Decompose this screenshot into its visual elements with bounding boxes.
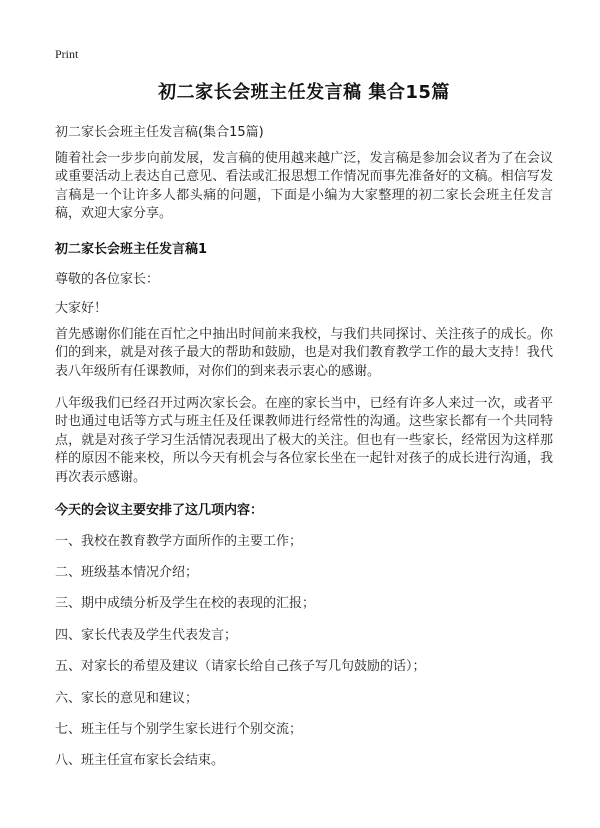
intro-paragraph: 随着社会一步步向前发展，发言稿的使用越来越广泛，发言稿是参加会议者为了在会议或重要活动上表达自己意见、看法或汇报思想工作情况而事先准备好的文稿。相信写发言稿是一个让许多人都头痛的问题，下面是小编为大家整理的初二家长会班主任发言稿，欢迎大家分享。 [55,151,553,222]
agenda-item: 二、班级基本情况介绍； [55,565,199,580]
agenda-item: 一、我校在教育教学方面所作的主要工作； [55,534,303,549]
body-paragraph: 八年级我们已经召开过两次家长会。在座的家长当中，已经有许多人来过一次，或者平时也通过电话等方式与班主任及任课教师进行经常性的沟通。这些家长都有一个共同特点，就是对孩子学习生活情况表现出了极大的关注。但也有一些家长，经常因为这样那样的原因不能来校，所以今天有机会与各位家长坐在一起针对孩子的成长进行沟通，我再次表示感谢。 [55,396,553,485]
print-label[interactable]: Print [55,47,79,61]
section-heading: 初二家长会班主任发言稿1 [55,242,208,257]
greeting-line: 大家好！ [55,301,108,316]
greeting-line: 尊敬的各位家长： [55,272,160,287]
agenda-item: 六、家长的意见和建议； [55,691,199,706]
agenda-item: 四、家长代表及学生代表发言； [55,628,238,643]
agenda-item: 七、班主任与个别学生家长进行个别交流； [55,722,303,737]
body-paragraph: 首先感谢你们能在百忙之中抽出时间前来我校，与我们共同探讨、关注孩子的成长。你们的到来，就是对孩子最大的帮助和鼓励，也是对我们教育教学工作的最大支持！我代表八年级所有任课教师，对你们的到来表示衷心的感谢。 [55,327,553,379]
agenda-item: 五、对家长的希望及建议（请家长给自己孩子写几句鼓励的话）； [55,659,426,674]
page-title: 初二家长会班主任发言稿 集合15篇 [158,82,450,103]
agenda-item: 八、班主任宣布家长会结束。 [55,753,225,768]
agenda-heading: 今天的会议主要安排了这几项内容： [55,503,264,518]
agenda-item: 三、期中成绩分析及学生在校的表现的汇报； [55,596,316,611]
document-subtitle: 初二家长会班主任发言稿(集合15篇) [55,125,264,140]
